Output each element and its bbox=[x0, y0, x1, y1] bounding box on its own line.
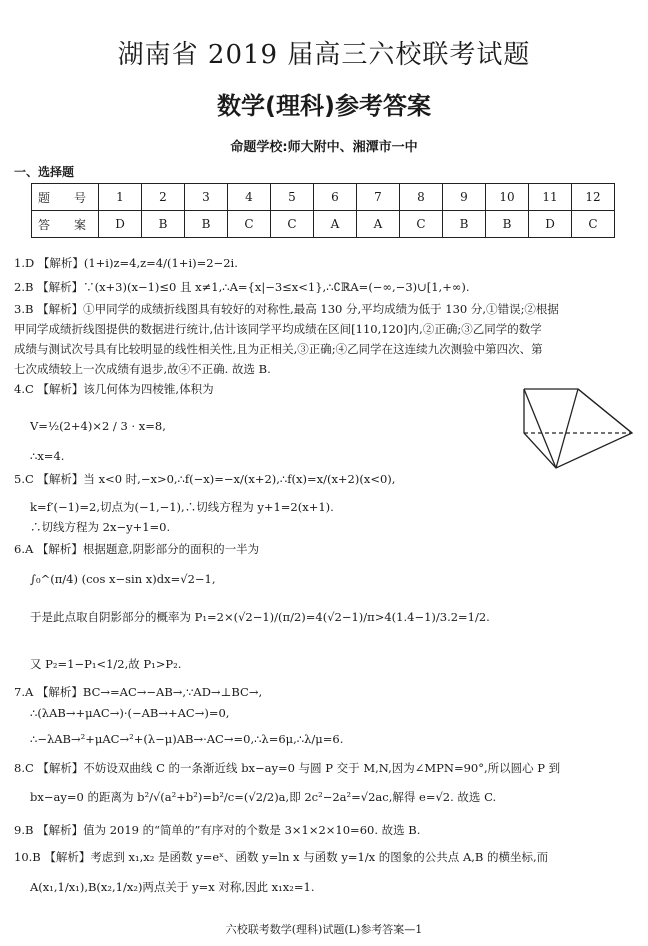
table-row-answers bbox=[32, 211, 615, 238]
solution-5-line-2: k=f′(−1)=2,切点为(−1,−1),∴切线方程为 y+1=2(x+1). bbox=[30, 500, 334, 514]
solution-6-line-1: 6.A 【解析】根据题意,阴影部分的面积的一半为 bbox=[14, 542, 260, 556]
table-cell: D bbox=[99, 211, 142, 238]
table-cell: 10 bbox=[486, 184, 529, 211]
solution-10-line-1: 10.B 【解析】考虑到 x₁,x₂ 是函数 y=eˣ、函数 y=ln x 与函数 y=1/x 的图象的公共点 A,B 的横坐标,而 bbox=[14, 850, 549, 864]
table-cell: B bbox=[142, 211, 185, 238]
solution-3-line-3: 成绩与测试次号具有比较明显的线性相关性,且为正相关,③正确;④乙同学在这连续九次测验中第四次、第 bbox=[14, 342, 543, 356]
figure-edge bbox=[524, 389, 556, 468]
solution-3-line-4: 七次成绩较上一次成绩有退步,故④不正确. 故选 B. bbox=[14, 362, 271, 376]
table-cell: C bbox=[572, 211, 615, 238]
table-cell: 5 bbox=[271, 184, 314, 211]
table-cell: B bbox=[185, 211, 228, 238]
row-label-number: 题 号 bbox=[32, 184, 99, 211]
table-cell: D bbox=[529, 211, 572, 238]
solution-1: 1.D 【解析】(1+i)z=4,z=4/(1+i)=2−2i. bbox=[14, 256, 238, 270]
solution-5-line-3: ∴切线方程为 2x−y+1=0. bbox=[30, 520, 171, 534]
table-cell: C bbox=[400, 211, 443, 238]
figure-edge bbox=[578, 389, 632, 433]
table-cell: 3 bbox=[185, 184, 228, 211]
solution-3-line-1: 3.B 【解析】①甲同学的成绩折线图具有较好的对称性,最高 130 分,平均成绩为低于 130 分,①错误;②根据 bbox=[14, 302, 559, 316]
page-footer: 六校联考数学(理科)试题(L)参考答案—1 bbox=[225, 923, 423, 936]
table-cell: 4 bbox=[228, 184, 271, 211]
pyramid-figure bbox=[520, 383, 635, 475]
table-cell: 2 bbox=[142, 184, 185, 211]
table-row-numbers bbox=[32, 184, 615, 211]
solution-4-result: ∴x=4. bbox=[30, 449, 65, 463]
solution-5-line-1: 5.C 【解析】当 x<0 时,−x>0,∴f(−x)=−x/(x+2),∴f(x)=x/(x+2)(x<0), bbox=[14, 472, 396, 486]
solution-7-line-2: ∴(λAB→+μAC→)·(−AB→+AC→)=0, bbox=[30, 706, 230, 720]
table-cell: B bbox=[486, 211, 529, 238]
answer-subtitle: 数学(理科)参考答案 bbox=[217, 92, 431, 120]
solution-7-line-3: ∴−λAB→²+μAC→²+(λ−μ)AB→·AC→=0,∴λ=6μ,∴λ/μ=6. bbox=[30, 732, 344, 746]
figure-edge bbox=[556, 389, 578, 468]
row-label-answer: 答 案 bbox=[32, 211, 99, 238]
solution-4-line-1: 4.C 【解析】该几何体为四棱锥,体积为 bbox=[14, 382, 214, 396]
table-cell: C bbox=[271, 211, 314, 238]
table-cell: 1 bbox=[99, 184, 142, 211]
table-cell: 7 bbox=[357, 184, 400, 211]
solution-3-line-2: 甲同学成绩折线图提供的数据进行统计,估计该同学平均成绩在区间[110,120]内,②正确;③乙同学的数学 bbox=[14, 322, 542, 336]
solution-9: 9.B 【解析】值为 2019 的“简单的”有序对的个数是 3×1×2×10=60. 故选 B. bbox=[14, 823, 421, 837]
solution-8-line-2: bx−ay=0 的距离为 b²/√(a²+b²)=b²/c=(√2/2)a,即 2c²−2a²=√2ac,解得 e=√2. 故选 C. bbox=[30, 790, 497, 804]
table-cell: 6 bbox=[314, 184, 357, 211]
solution-2: 2.B 【解析】∵(x+3)(x−1)≤0 且 x≠1,∴A={x|−3≤x<1},∴∁ℝA=(−∞,−3)∪[1,+∞). bbox=[14, 280, 470, 294]
solution-10-line-2: A(x₁,1/x₁),B(x₂,1/x₂)两点关于 y=x 对称,因此 x₁x₂=1. bbox=[30, 880, 315, 894]
solution-6-conclusion: 又 P₂=1−P₁<1/2,故 P₁>P₂. bbox=[30, 657, 182, 671]
table-cell: B bbox=[443, 211, 486, 238]
solution-8-line-1: 8.C 【解析】不妨设双曲线 C 的一条渐近线 bx−ay=0 与圆 P 交于 M,N,因为∠MPN=90°,所以圆心 P 到 bbox=[14, 761, 561, 775]
solution-6-integral: ∫₀^(π/4) (cos x−sin x)dx=√2−1, bbox=[30, 572, 216, 586]
table-cell: A bbox=[314, 211, 357, 238]
table-cell: A bbox=[357, 211, 400, 238]
solution-4-formula: V=½(2+4)×2 / 3 · x=8, bbox=[30, 419, 166, 433]
solution-7-line-1: 7.A 【解析】BC→=AC→−AB→,∵AD→⊥BC→, bbox=[14, 685, 263, 699]
exam-title: 湖南省 2019 届高三六校联考试题 bbox=[117, 40, 531, 70]
table-cell: C bbox=[228, 211, 271, 238]
table-cell: 11 bbox=[529, 184, 572, 211]
table-cell: 12 bbox=[572, 184, 615, 211]
authoring-schools: 命题学校:师大附中、湘潭市一中 bbox=[230, 140, 418, 155]
table-cell: 9 bbox=[443, 184, 486, 211]
answer-table bbox=[31, 183, 615, 238]
section-title: 一、选择题 bbox=[14, 165, 75, 179]
solution-6-probability: 于是此点取自阴影部分的概率为 P₁=2×(√2−1)/(π/2)=4(√2−1)/π>4(1.4−1)/3.2=1/2. bbox=[30, 610, 490, 624]
table-cell: 8 bbox=[400, 184, 443, 211]
